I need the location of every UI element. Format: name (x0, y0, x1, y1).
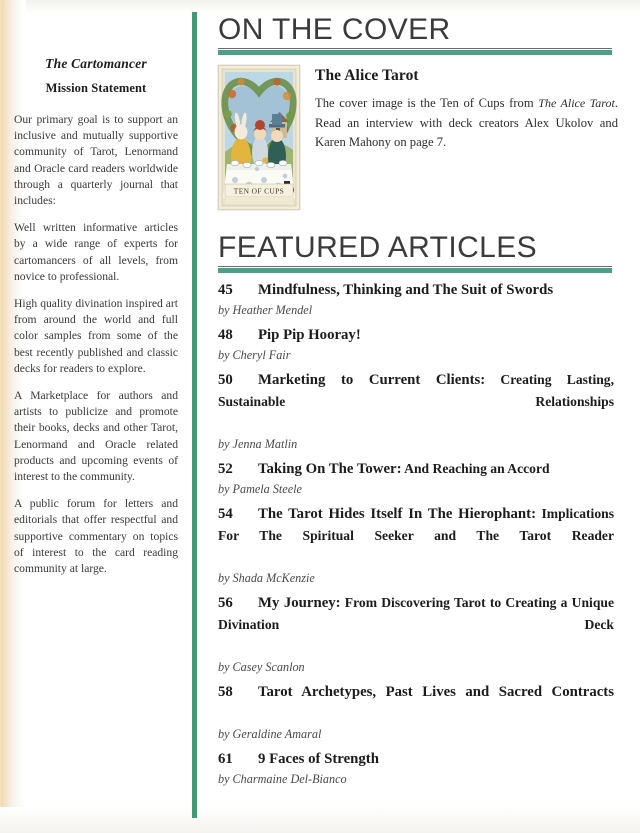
article-title-line (218, 748, 614, 770)
article-title: 9 Faces of Strength (258, 751, 379, 767)
list-item[interactable] (218, 503, 614, 588)
article-byline: by Shada McKenzie (218, 571, 315, 585)
article-page-number: 52 (218, 461, 233, 477)
article-title: Marketing to Current Clients: (258, 372, 486, 388)
article-title-line (218, 503, 614, 569)
on-the-cover-divider (218, 48, 612, 55)
article-byline: by Charmaine Del-Bianco (218, 772, 347, 786)
mission-paragraph: A public forum for letters and editorials that offer respectful and supportive commentary on topics of interest to the card reading community at large. (14, 497, 178, 576)
featured-articles-divider (218, 266, 612, 273)
list-item[interactable] (218, 369, 614, 454)
article-page-number: 50 (218, 372, 233, 388)
mission-paragraph: Our primary goal is to support an inclusive and mutually supportive community of Tarot, Lenormand and Oracle card readers worldwide through a quarterly journal that includes: (14, 113, 178, 208)
article-page-number: 58 (218, 684, 233, 700)
cover-body-part2: . Read an interview with deck creators Alex Ukolov and Karen Mahony on page 7. (315, 96, 618, 149)
article-byline: by Cheryl Fair (218, 348, 291, 362)
cover-deck-title: The Alice Tarot (315, 67, 419, 84)
article-title-line (218, 458, 614, 480)
article-title: The Tarot Hides Itself In The Hierophant: (258, 506, 536, 522)
article-title-line (218, 681, 614, 725)
cover-body-text (315, 94, 618, 153)
list-item[interactable] (218, 592, 614, 677)
article-title: Pip Pip Hooray! (258, 327, 361, 343)
article-page-number: 54 (218, 506, 233, 522)
divider-thin-line (218, 266, 612, 267)
mission-paragraph: A Marketplace for authors and artists to publicize and promote their books, decks and other Tarot, Lenormand and Oracle related products and upcoming events of interest to the community. (14, 389, 178, 484)
ten-of-cups-card-art (219, 66, 299, 209)
article-byline: by Casey Scanlon (218, 660, 305, 674)
article-page-number: 61 (218, 751, 233, 767)
cover-card-image (218, 65, 300, 210)
article-list (218, 279, 614, 789)
column-divider-rule (192, 12, 197, 818)
article-title-line (218, 324, 614, 346)
cover-feature-block (218, 65, 618, 210)
cover-deck-name-italic: The Alice Tarot (538, 96, 615, 110)
article-page-number: 56 (218, 595, 233, 611)
article-byline: by Heather Mendel (218, 303, 313, 317)
article-title: Taking On The Tower: (258, 461, 402, 477)
cover-description (315, 65, 618, 153)
mission-paragraph: Well written informative articles by a wide range of experts for cartomancers of all levels, from novice to professional. (14, 221, 178, 283)
divider-green-bar (218, 50, 612, 55)
article-byline: by Geraldine Amaral (218, 727, 322, 741)
list-item[interactable] (218, 681, 614, 744)
article-subtitle: Creating Lasting, Sustainable Relationships (218, 372, 614, 409)
featured-articles-heading: FEATURED ARTICLES (218, 231, 538, 264)
article-subtitle: And Reaching an Accord (401, 461, 550, 476)
article-title: My Journey: (258, 595, 341, 611)
article-byline: by Pamela Steele (218, 482, 302, 496)
scan-bottom-shading (0, 807, 640, 833)
article-title: Mindfulness, Thinking and The Suit of Swords (258, 282, 554, 298)
mission-statement-heading: Mission Statement (45, 81, 147, 95)
divider-green-bar (218, 268, 612, 273)
masthead-title: The Cartomancer (45, 56, 147, 71)
article-title-line (218, 279, 614, 301)
cover-body-part1: The cover image is the Ten of Cups from (315, 96, 539, 110)
article-subtitle: Implications For The Spiritual Seeker and The Tarot Reader (218, 506, 614, 543)
list-item[interactable] (218, 748, 614, 789)
scan-top-shading (0, 0, 640, 14)
article-title: Tarot Archetypes, Past Lives and Sacred Contracts (258, 684, 614, 700)
article-title-line (218, 592, 614, 658)
list-item[interactable] (218, 324, 614, 365)
article-page-number: 48 (218, 327, 233, 343)
mission-paragraph: High quality divination inspired art from around the world and full color samples from some of the best recently published and classic decks for readers to explore. (14, 297, 178, 375)
list-item[interactable] (218, 458, 614, 499)
main-column (218, 14, 618, 793)
mission-statement-sidebar (14, 56, 178, 588)
svg-text:TEN OF CUPS: TEN OF CUPS (233, 186, 285, 196)
article-subtitle: From Discovering Tarot to Creating a Unique Divination Deck (218, 595, 614, 632)
on-the-cover-heading: ON THE COVER (218, 13, 451, 46)
article-title-line (218, 369, 614, 435)
divider-thin-line (218, 48, 612, 49)
article-page-number: 45 (218, 282, 233, 298)
article-byline: by Jenna Matlin (218, 437, 298, 451)
featured-articles-section (218, 232, 618, 273)
list-item[interactable] (218, 279, 614, 320)
